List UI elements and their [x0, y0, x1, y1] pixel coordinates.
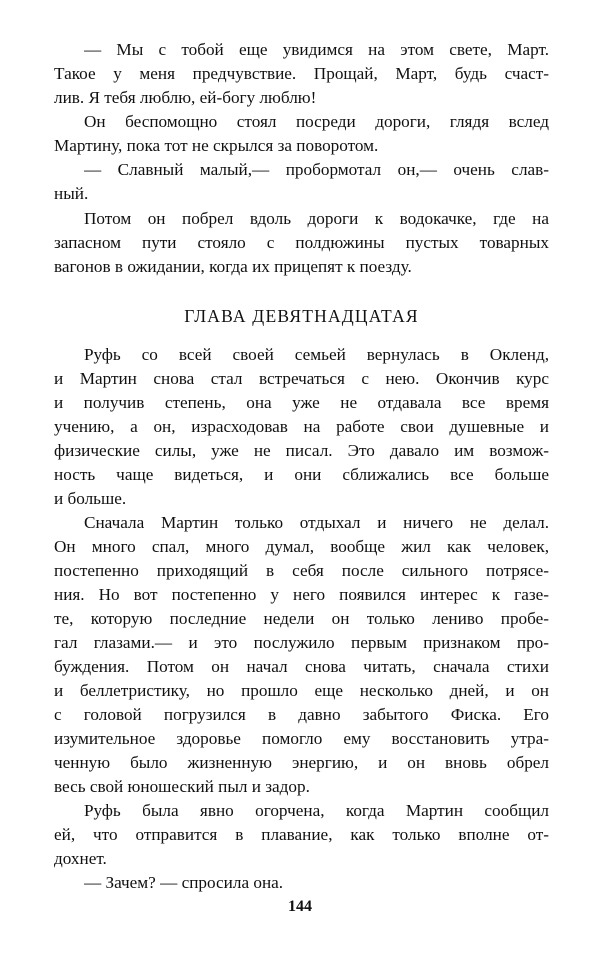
text-line: запасном пути стояло с полдюжины пустых товарных	[54, 233, 549, 252]
text-line: Он много спал, много думал, вообще жил как человек,	[54, 537, 549, 556]
text-line: весь свой юношеский пыл и задор.	[54, 777, 310, 796]
text-line: ченную было жизненную энергию, и он вновь обрел	[54, 753, 549, 772]
text-line: — Зачем? — спросила она.	[84, 873, 284, 892]
text-line: и получив степень, она уже не отдавала все время	[54, 393, 549, 412]
page-number: 144	[288, 898, 312, 915]
text-line: учению, а он, израсходовав на работе свои душевные и	[54, 417, 549, 436]
text-line: ей, что отправится в плавание, как только вполне от-	[54, 825, 549, 844]
text-line: те, которую последние недели он только лениво пробе-	[54, 609, 549, 628]
text-line: физические силы, уже не писал. Это давало им возмож-	[54, 441, 549, 460]
chapter-heading: ГЛАВА ДЕВЯТНАДЦАТАЯ	[184, 306, 419, 326]
text-line: и больше.	[54, 489, 127, 508]
text-line: буждения. Потом он начал снова читать, сначала стихи	[54, 657, 549, 676]
text-line: и беллетристику, но прошло еще несколько дней, и он	[54, 681, 549, 700]
text-line: — Славный малый,— пробормотал он,— очень слав-	[84, 160, 549, 179]
text-line: ный.	[54, 184, 89, 203]
text-line: лив. Я тебя люблю, ей-богу люблю!	[54, 88, 317, 107]
text-line: ность чаще видеться, и они сближались все больше	[54, 465, 549, 484]
text-line: Сначала Мартин только отдыхал и ничего не делал.	[84, 513, 549, 532]
text-line: Он беспомощно стоял посреди дороги, глядя вслед	[84, 112, 549, 131]
text-line: — Мы с тобой еще увидимся на этом свете, Март.	[84, 40, 549, 59]
text-line: вагонов в ожидании, когда их прицепят к поезду.	[54, 257, 412, 276]
text-line: дохнет.	[54, 849, 107, 868]
text-line: Потом он побрел вдоль дороги к водокачке, где на	[84, 209, 549, 228]
text-line: ния. Но вот постепенно у него появился интерес к газе-	[54, 585, 549, 604]
text-line: и Мартин снова стал встречаться с нею. Окончив курс	[54, 369, 549, 388]
text-line: постепенно приходящий в себя после сильного потрясе-	[54, 561, 549, 580]
text-line: с головой погрузился в давно забытого Фиска. Его	[54, 705, 549, 724]
text-line: Такое у меня предчувствие. Прощай, Март, будь счаст-	[54, 64, 549, 83]
text-line: Руфь была явно огорчена, когда Мартин сообщил	[84, 801, 549, 820]
text-line: изумительное здоровье помогло ему восстановить утра-	[54, 729, 549, 748]
text-line: Мартину, пока тот не скрылся за поворотом.	[54, 136, 379, 155]
text-line: гал глазами.— и это послужило первым признаком про-	[54, 633, 549, 652]
text-line: Руфь со всей своей семьей вернулась в Окленд,	[84, 345, 549, 364]
